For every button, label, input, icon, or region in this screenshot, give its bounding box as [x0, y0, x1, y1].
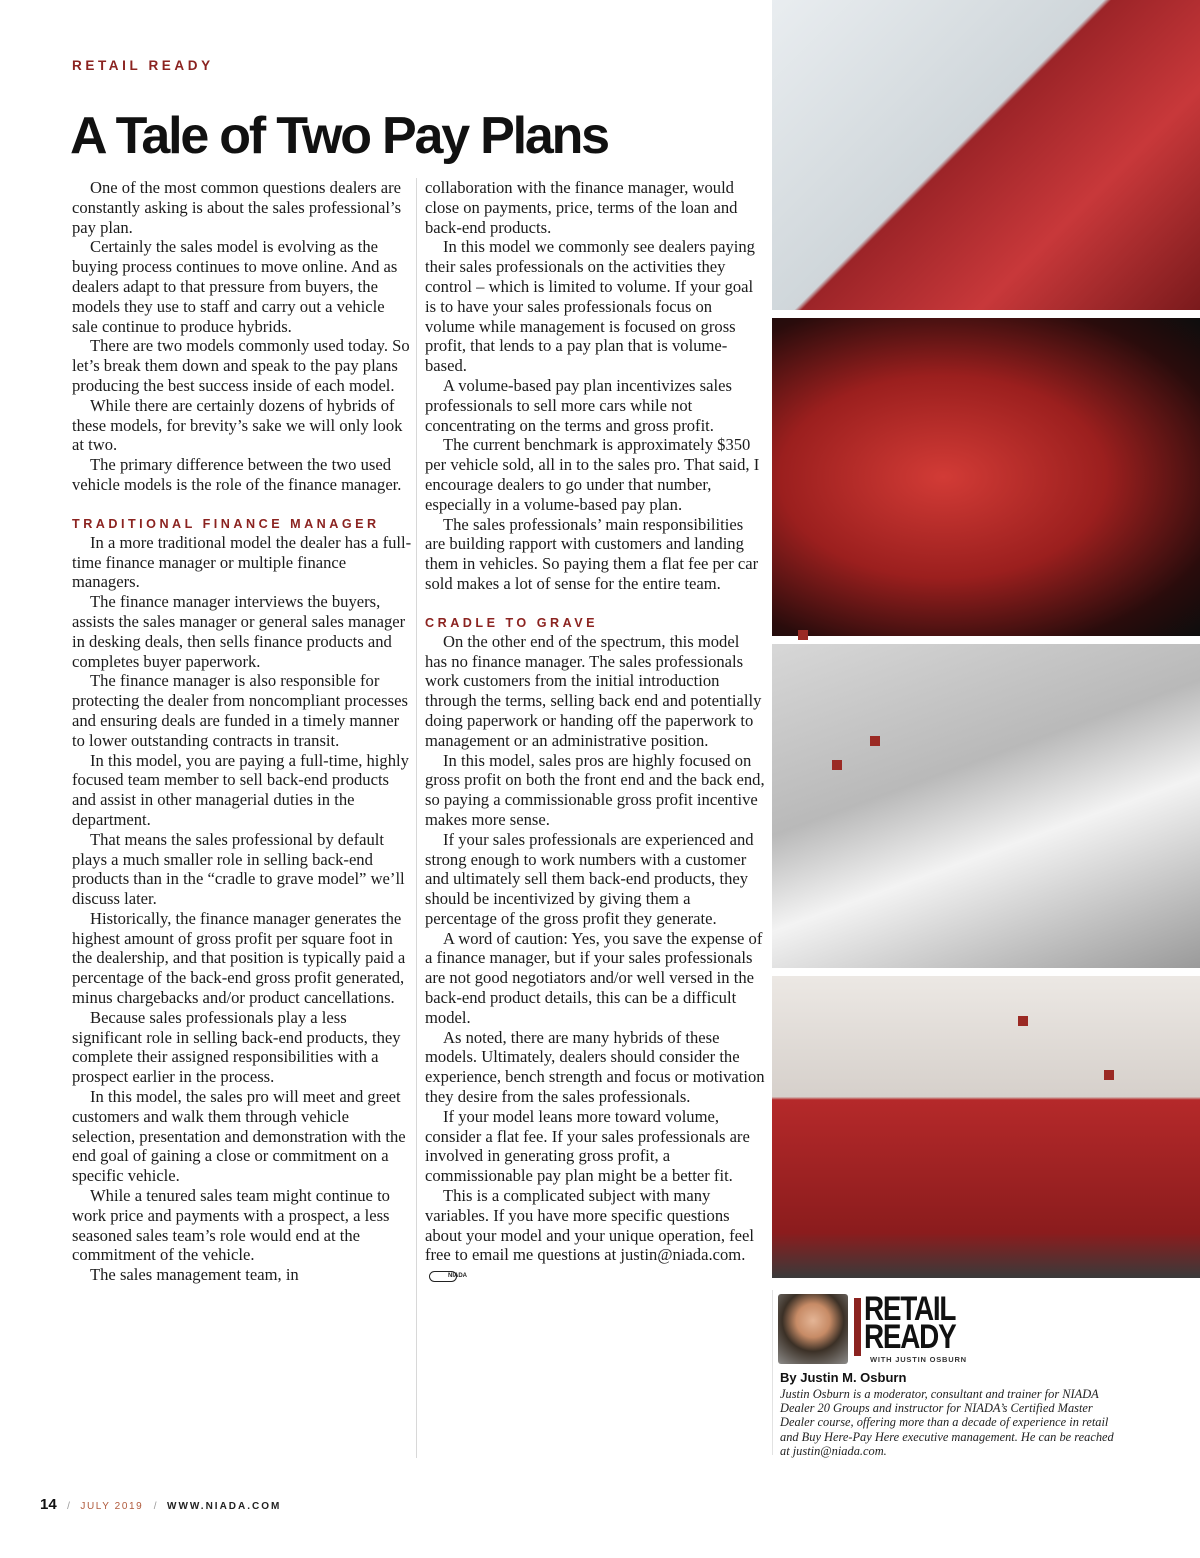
photo-document-handoff	[772, 0, 1200, 310]
paragraph: In this model, the sales pro will meet and greet customers and walk them through vehicle selection, presentation and demonstration with the end goal of gaining a close or commitment on a specific vehicle.	[72, 1087, 406, 1186]
paragraph: Because sales professionals play a less significant role in selling back-end products, they complete their assigned responsibilities with a prospect earlier in the process.	[72, 1007, 401, 1087]
photo-clipboard-pen	[772, 644, 1200, 968]
column-logo-subtitle: WITH JUSTIN OSBURN	[870, 1355, 967, 1364]
paragraph: While there are certainly dozens of hybrids of these models, for brevity’s sake we will only look at two.	[72, 395, 403, 455]
closing-text: This is a complicated subject with many variables. If you have more specific questions about your model and your unique operation, feel free to email me questions at justin@niada.com.	[425, 1186, 755, 1265]
decor-square	[798, 630, 808, 640]
paragraph: Historically, the finance manager generates the highest amount of gross profit per square foot in the dealership, and that position is typically paid a percentage of the back-end gross profit generated, minus chargebacks and/or product cancellations.	[72, 908, 406, 1008]
paragraph: The current benchmark is approximately $350 per vehicle sold, all in to the sales pro. That said, I encourage dealers to go under that number, especially in a volume-based pay plan.	[425, 435, 760, 514]
page-number: 14	[40, 1496, 57, 1513]
decor-square	[832, 760, 842, 770]
article-column-2	[425, 178, 765, 1285]
article-column-1	[72, 178, 412, 1285]
author-byline: By Justin M. Osburn	[780, 1370, 907, 1385]
subhead-traditional-finance-manager: TRADITIONAL FINANCE MANAGER	[72, 516, 380, 531]
paragraph: That means the sales professional by default plays a much smaller role in selling back-end products than in the “cradle to grave model” we’ll discuss later.	[72, 829, 405, 909]
article-headline: A Tale of Two Pay Plans	[70, 107, 608, 165]
paragraph: The finance manager interviews the buyers, assists the sales manager or general sales manager in desking deals, then sells finance products and completes buyer paperwork.	[72, 592, 406, 671]
paragraph: In a more traditional model the dealer has a full-time finance manager or multiple finance managers.	[72, 532, 412, 592]
paragraph: One of the most common questions dealers are constantly asking is about the sales professional’s pay plan.	[72, 178, 402, 237]
paragraph: The primary difference between the two used vehicle models is the role of the finance manager.	[72, 455, 402, 494]
author-photo	[778, 1294, 848, 1364]
paragraph: If your model leans more toward volume, consider a flat fee. If your sales professionals are involved in generating gross profit, a commissionable pay plan might be a better fit.	[425, 1106, 750, 1186]
paragraph: The sales management team, in	[90, 1265, 299, 1285]
paragraph: In this model, you are paying a full-time, highly focused team member to sell back-end products and assist in other managerial duties in the department.	[72, 750, 409, 829]
paragraph: The sales professionals’ main responsibilities are building rapport with customers and landing them in vehicles. So paying them a flat fee per car sold makes a lot of sense for the entire team.	[425, 514, 759, 593]
section-kicker: RETAIL READY	[72, 58, 214, 73]
column-logo-bar	[854, 1298, 861, 1356]
photo-strip	[772, 0, 1200, 1278]
paragraph: While a tenured sales team might continue to work price and payments with a prospect, a less seasoned sales team’s role would end at the commitment of the vehicle.	[72, 1186, 390, 1265]
paragraph: If your sales professionals are experienced and strong enough to work numbers with a customer and ultimately sell them back-end products, they should be incentivized by giving them a percentage of the gross profit they generate.	[425, 829, 754, 928]
paragraph: collaboration with the finance manager, would close on payments, price, terms of the loan and back-end products.	[425, 178, 738, 237]
paragraph: In this model we commonly see dealers paying their sales professionals on the activities they control – which is limited to volume. If your goal is to have your sales professionals focus on volume while management is focused on gross profit, that lends to a pay plan that is volume-based.	[425, 237, 755, 376]
website-link: WWW.NIADA.COM	[167, 1501, 282, 1512]
page-footer	[40, 1496, 281, 1514]
decor-square	[870, 736, 880, 746]
paragraph: On the other end of the spectrum, this model has no finance manager. The sales professionals work customers from the initial introduction through the terms, selling back end and potentially doing paperwork or handing off the paperwork to management or an administrative position.	[425, 631, 762, 750]
author-box-rule	[772, 1290, 773, 1455]
subhead-cradle-to-grave: CRADLE TO GRAVE	[425, 615, 599, 630]
niada-end-mark: NIADA	[429, 1271, 457, 1282]
paragraph	[425, 1186, 765, 1285]
paragraph: A word of caution: Yes, you save the expense of a finance manager, but if your sales professionals are not good negotiators and/or well versed in the back-end product details, this can be a difficult model.	[425, 928, 763, 1027]
paragraph: Certainly the sales model is evolving as the buying process continues to move online. And as dealers adapt to that pressure from buyers, the models they use to staff and carry out a vehicle sale continue to produce hybrids.	[72, 237, 398, 336]
photo-red-car-headlight	[772, 318, 1200, 636]
paragraph: There are two models commonly used today. So let’s break them down and speak to the pay plans producing the best success inside of each model.	[72, 336, 410, 395]
photo-red-car-wheel	[772, 976, 1200, 1278]
column-divider	[416, 178, 417, 1458]
column-logo-retail: RETAIL	[864, 1290, 956, 1328]
decor-square	[1018, 1016, 1028, 1026]
paragraph: In this model, sales pros are highly focused on gross profit on both the front end and the back end, so paying a commissionable gross profit incentive makes more sense.	[425, 750, 765, 829]
author-bio: Justin Osburn is a moderator, consultant and trainer for NIADA Dealer 20 Groups and instructor for NIADA’s Certified Master Dealer course, offering more than a decade of experience in retail and Buy Here-Pay Here executive management. He can be reached at justin@niada.com.	[780, 1387, 1114, 1458]
footer-separator: /	[67, 1501, 70, 1512]
paragraph: A volume-based pay plan incentivizes sales professionals to sell more cars while not concentrating on the terms and gross profit.	[425, 375, 732, 435]
paragraph: As noted, there are many hybrids of these models. Ultimately, dealers should consider the experience, bench strength and focus or motivation they desire from the sales professionals.	[425, 1027, 765, 1107]
column-logo-ready: READY	[864, 1318, 956, 1356]
paragraph: The finance manager is also responsible for protecting the dealer from noncompliant processes and ensuring deals are funded in a timely manner to lower outstanding contracts in transit.	[72, 671, 408, 750]
issue-date: JULY 2019	[80, 1501, 144, 1512]
footer-separator: /	[153, 1501, 157, 1512]
decor-square	[1104, 1070, 1114, 1080]
